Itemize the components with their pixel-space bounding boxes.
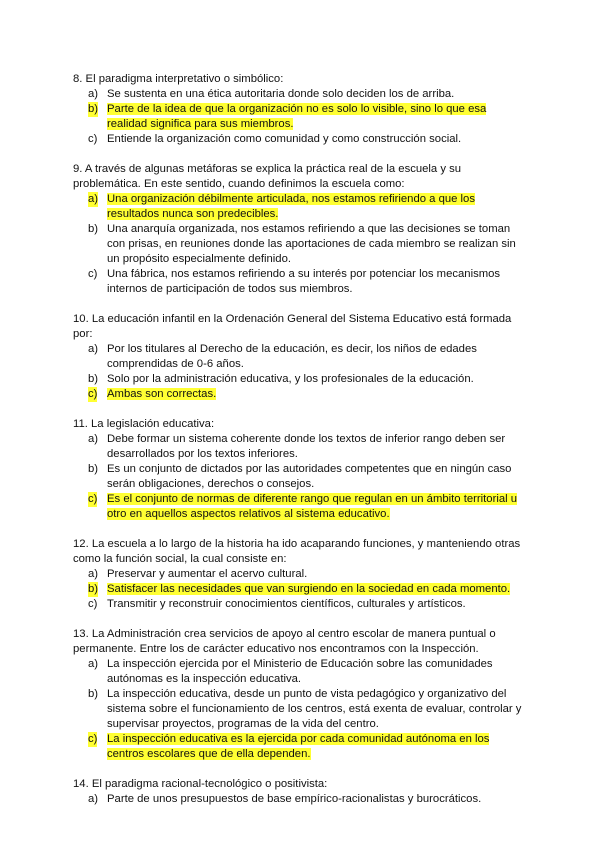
answer-options [73, 792, 526, 807]
option-text-highlighted: Parte de la idea de que la organización no es solo lo visible, sino lo que esa realidad significa para sus miembros. [107, 103, 487, 130]
option-text-highlighted: Satisfacer las necesidades que van surgiendo en la sociedad en cada momento. [107, 583, 511, 595]
option-text: Debe formar un sistema coherente donde los textos de inferior rango deben ser desarrollados por los textos inferiores. [107, 433, 506, 460]
option-c [73, 492, 526, 522]
option-text: Por los titulares al Derecho de la educación, es decir, los niños de edades comprendidas de 0-6 años. [107, 343, 477, 370]
option-c [73, 597, 526, 612]
option-a [73, 192, 526, 222]
option-text: Es un conjunto de dictados por las autoridades competentes que en ningún caso serán obligaciones, derechos o consejos. [107, 463, 512, 490]
option-label: b) [88, 463, 99, 475]
option-a [73, 792, 526, 807]
question-stem: 14. El paradigma racional-tecnológico o positivista: [73, 778, 328, 790]
question-12 [73, 537, 526, 612]
option-label: c) [88, 388, 98, 400]
answer-options [73, 657, 526, 762]
question-14 [73, 777, 526, 807]
option-b [73, 222, 526, 267]
option-label: c) [88, 493, 98, 505]
option-c [73, 387, 526, 402]
option-label: a) [88, 568, 99, 580]
option-text: Una fábrica, nos estamos refiriendo a su interés por potenciar los mecanismos internos de participación de todos sus miembros. [107, 268, 501, 295]
option-label: a) [88, 343, 99, 355]
option-label: b) [88, 688, 99, 700]
option-text: La inspección educativa, desde un punto de vista pedagógico y organizativo del sistema sobre el funcionamiento de los centros, está exenta de evaluar, controlar y supervisar proyectos, programas de la vida del centro. [107, 688, 522, 730]
option-label: c) [88, 268, 98, 280]
option-a [73, 432, 526, 462]
option-b [73, 372, 526, 387]
question-stem: 13. La Administración crea servicios de apoyo al centro escolar de manera puntual o permanente. Entre los de carácter educativo nos encontramos con la Inspección. [73, 628, 496, 655]
option-a [73, 657, 526, 687]
option-text: Entiende la organización como comunidad y como construcción social. [107, 133, 462, 145]
option-a [73, 342, 526, 372]
option-text-highlighted: Es el conjunto de normas de diferente rango que regulan en un ámbito territorial u otro en aquellos aspectos relativos al sistema educativo. [107, 493, 518, 520]
option-b [73, 462, 526, 492]
option-text: Solo por la administración educativa, y los profesionales de la educación. [107, 373, 474, 385]
question-13 [73, 627, 526, 762]
option-b [73, 102, 526, 132]
question-stem: 9. A través de algunas metáforas se explica la práctica real de la escuela y su problemática. En este sentido, cuando definimos la escuela como: [73, 163, 462, 190]
option-text: La inspección ejercida por el Ministerio de Educación sobre las comunidades autónomas es la inspección educativa. [107, 658, 493, 685]
option-c [73, 732, 526, 762]
option-text: Se sustenta en una ética autoritaria donde solo deciden los de arriba. [107, 88, 455, 100]
option-text: Transmitir y reconstruir conocimientos científicos, culturales y artísticos. [107, 598, 466, 610]
option-a [73, 567, 526, 582]
option-label: a) [88, 88, 99, 100]
option-label: a) [88, 193, 99, 205]
answer-options [73, 192, 526, 297]
option-text: Preservar y aumentar el acervo cultural. [107, 568, 308, 580]
question-8 [73, 72, 526, 147]
question-9 [73, 162, 526, 297]
option-label: b) [88, 583, 99, 595]
question-stem: 8. El paradigma interpretativo o simbólico: [73, 73, 284, 85]
option-c [73, 132, 526, 147]
option-text: Una anarquía organizada, nos estamos refiriendo a que las decisiones se toman con prisas, en reuniones donde las aportaciones de cada miembro se realizan sin un propósito especialmente definido. [107, 223, 516, 265]
answer-options [73, 87, 526, 147]
question-stem: 12. La escuela a lo largo de la historia ha ido acaparando funciones, y manteniendo otras como la función social, la cual consiste en: [73, 538, 521, 565]
option-label: b) [88, 103, 99, 115]
question-10 [73, 312, 526, 402]
question-stem: 10. La educación infantil en la Ordenación General del Sistema Educativo está formada por: [73, 313, 512, 340]
answer-options [73, 342, 526, 402]
option-label: a) [88, 658, 99, 670]
option-b [73, 582, 526, 597]
option-label: c) [88, 733, 98, 745]
option-text-highlighted: La inspección educativa es la ejercida por cada comunidad autónoma en los centros escolares que de ella dependen. [107, 733, 490, 760]
question-11 [73, 417, 526, 522]
option-a [73, 87, 526, 102]
option-label: c) [88, 133, 98, 145]
option-label: b) [88, 223, 99, 235]
option-label: c) [88, 598, 98, 610]
option-label: a) [88, 793, 99, 805]
option-b [73, 687, 526, 732]
option-text: Parte de unos presupuestos de base empírico-racionalistas y burocráticos. [107, 793, 482, 805]
question-stem: 11. La legislación educativa: [73, 418, 215, 430]
option-label: b) [88, 373, 99, 385]
option-label: a) [88, 433, 99, 445]
answer-options [73, 567, 526, 612]
option-text-highlighted: Ambas son correctas. [107, 388, 217, 400]
option-text-highlighted: Una organización débilmente articulada, nos estamos refiriendo a que los resultados nunca son predecibles. [107, 193, 475, 220]
option-c [73, 267, 526, 297]
answer-options [73, 432, 526, 522]
